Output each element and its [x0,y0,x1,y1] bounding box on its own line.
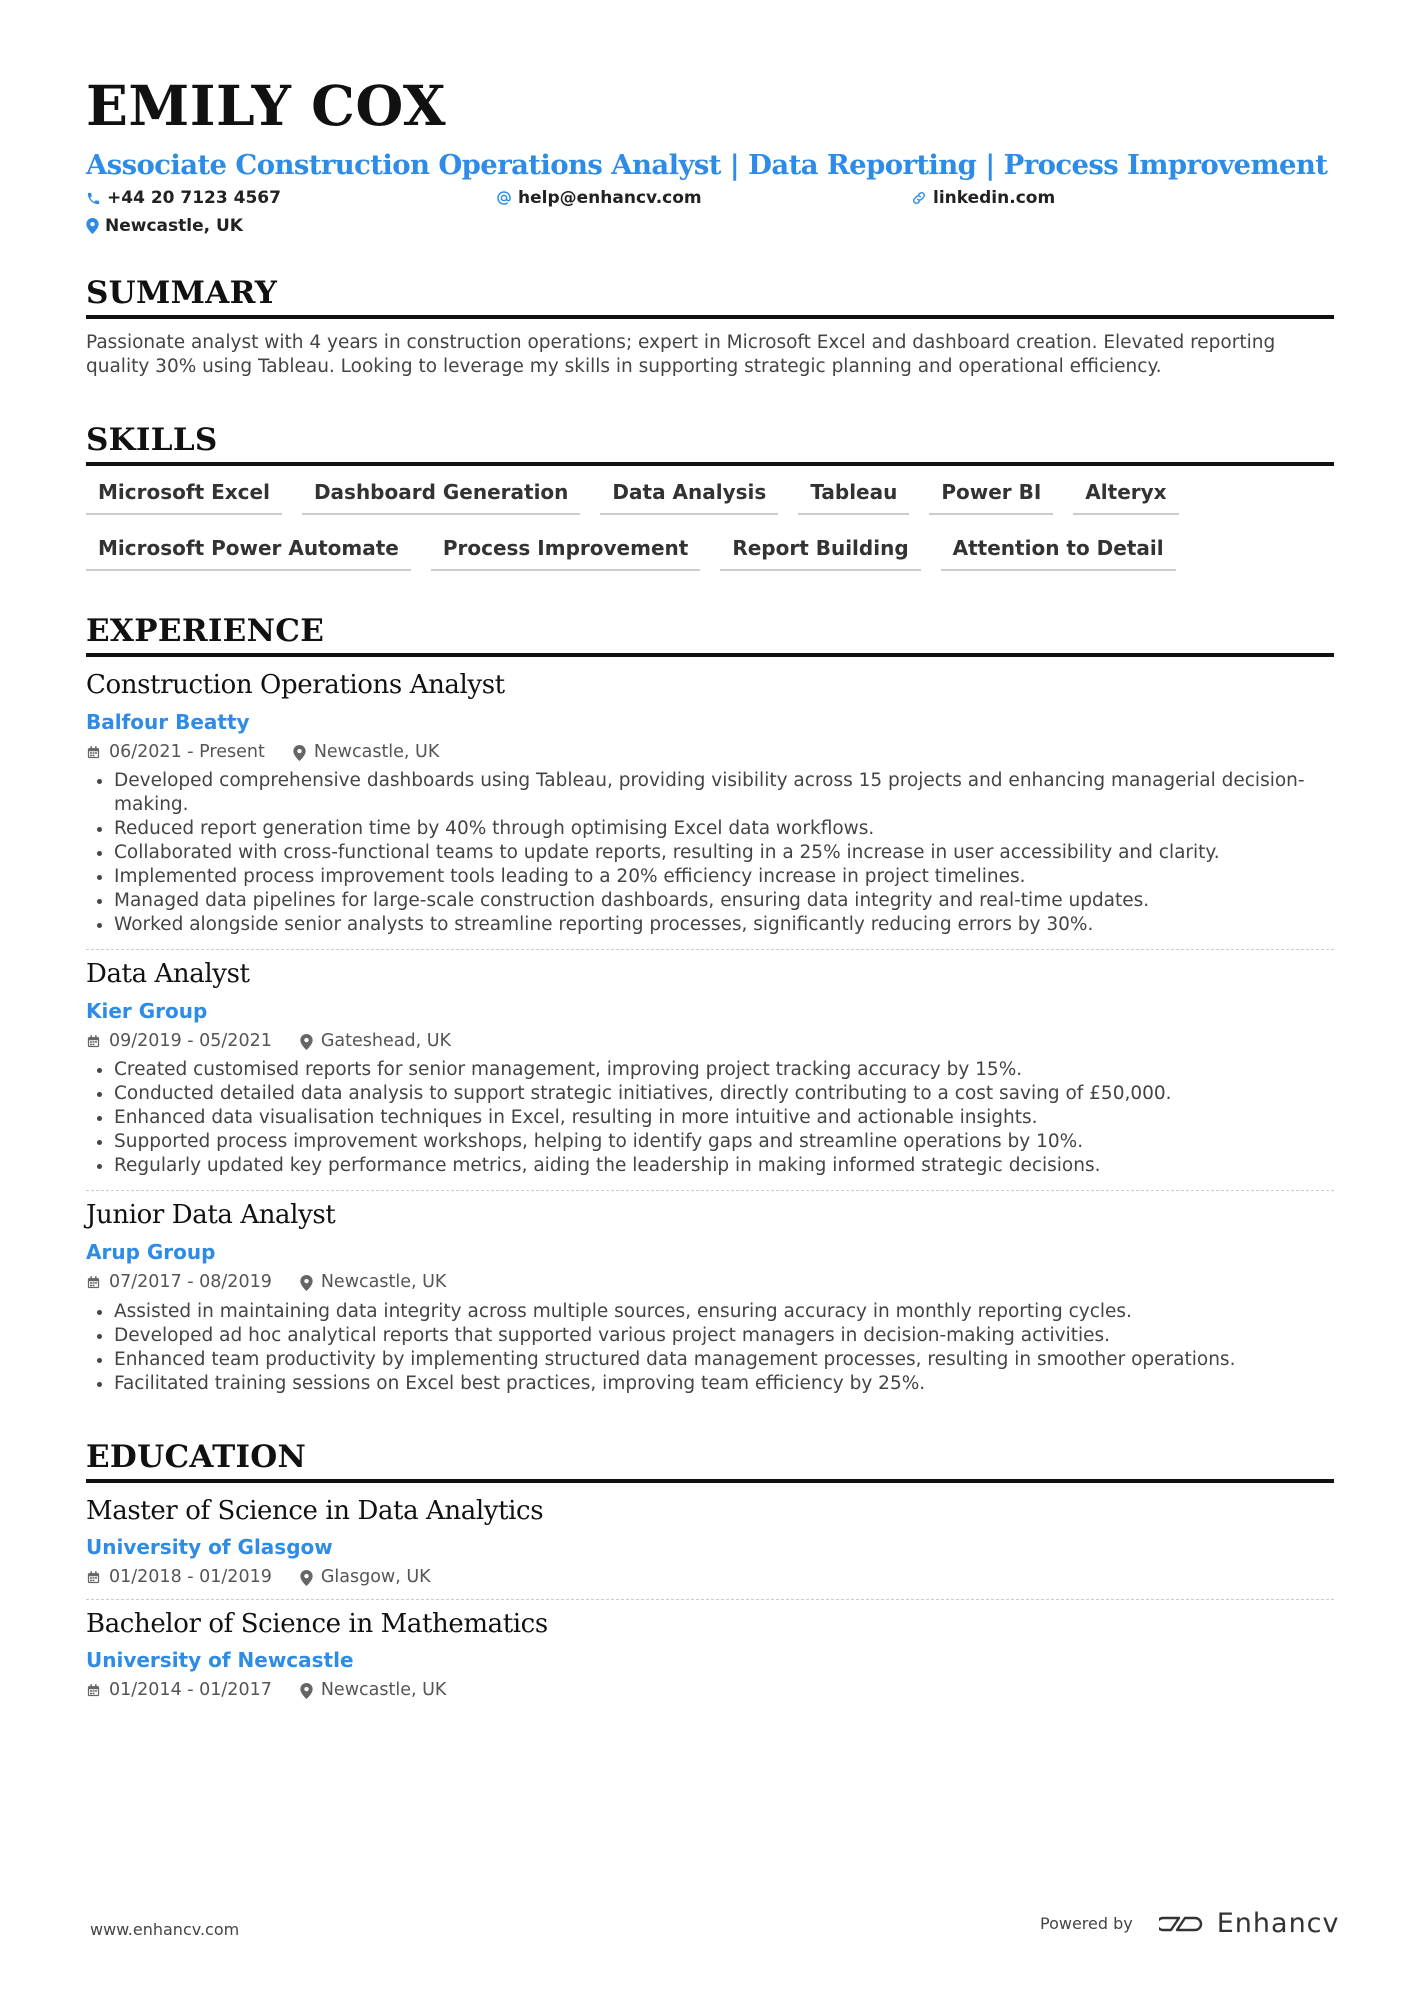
bullet-item: • Worked alongside senior analysts to streamline reporting processes, significantly reducing errors by 30%. [114,913,1334,937]
education-dates: 01/2014 - 01/2017 [109,1680,272,1701]
bullet-item: • Reduced report generation time by 40% through optimising Excel data workflows. [114,817,1334,841]
job-title: Construction Operations Analyst [86,670,505,701]
skill-tag: Power BI [929,480,1053,515]
calendar-icon [86,1683,101,1698]
skill-tag: Process Improvement [431,536,700,571]
phone-text: +44 20 7123 4567 [107,188,281,209]
skill-tag: Microsoft Power Automate [86,536,411,571]
linkedin-text[interactable]: linkedin.com [933,188,1056,209]
bullet-item: • Managed data pipelines for large-scale construction dashboards, ensuring data integrity and real-time updates. [114,889,1334,913]
education-section [86,1438,1334,1701]
candidate-name: EMILY COX [86,73,446,138]
summary-title: SUMMARY [86,278,1334,319]
powered-by-text: Powered by [1040,1914,1133,1933]
resume-page [86,72,1334,1700]
bullet-item: • Developed ad hoc analytical reports that supported various project managers in decision-making activities. [114,1324,1334,1348]
summary-text: Passionate analyst with 4 years in construction operations; expert in Microsoft Excel and dashboard creation. Elevated reporting quality 30% using Tableau. Looking to leverage my skills in supporting strategic planning and operational efficiency. [86,332,1276,378]
location-text: Newcastle, UK [105,216,243,237]
skill-tag: Microsoft Excel [86,480,282,515]
bullet-item: • Assisted in maintaining data integrity across multiple sources, ensuring accuracy in monthly reporting cycles. [114,1300,1334,1324]
education-entry [86,1497,1334,1587]
education-meta [86,1569,1334,1587]
skill-tag: Alteryx [1073,480,1178,515]
link-icon [911,190,927,206]
job-location: Gateshead, UK [320,1030,451,1051]
job-entry [86,960,1334,1178]
education-dates: 01/2018 - 01/2019 [109,1567,272,1588]
job-dates: 07/2017 - 08/2019 [109,1272,272,1293]
education-entry [86,1610,1334,1700]
skill-tag: Dashboard Generation [302,480,580,515]
job-entry [86,671,1334,937]
bullet-item: • Facilitated training sessions on Excel best practices, improving team efficiency by 25%. [114,1372,1334,1396]
bullet-item: • Implemented process improvement tools leading to a 20% efficiency increase in project timelines. [114,865,1334,889]
summary-section [86,275,1334,379]
phone-icon [86,191,101,206]
company-name: Arup Group [86,1240,216,1265]
company-name: Balfour Beatty [86,709,250,734]
calendar-icon [86,745,101,760]
job-meta [86,741,1334,762]
job-location: Newcastle, UK [320,1272,447,1293]
location-pin-icon [300,1683,313,1699]
location-pin-icon [300,1570,313,1586]
contact-row [86,188,1334,208]
degree-title: Bachelor of Science in Mathematics [86,1608,548,1639]
linkedin-contact[interactable] [911,188,1055,208]
experience-title: EXPERIENCE [86,616,1334,657]
degree-title: Master of Science in Data Analytics [86,1495,544,1526]
job-meta [86,1274,1334,1292]
education-title: EDUCATION [86,1442,1334,1483]
entry-divider [86,1190,1334,1191]
calendar-icon [86,1034,101,1049]
bullet-item: • Collaborated with cross-functional teams to update reports, resulting in a 25% increase in user accessibility and clarity. [114,841,1334,865]
job-dates: 06/2021 - Present [109,741,265,762]
skill-tag: Tableau [798,480,909,515]
job-dates: 09/2019 - 05/2021 [109,1030,272,1051]
bullet-item: • Conducted detailed data analysis to support strategic initiatives, directly contributing to a cost saving of £50,000. [114,1082,1334,1106]
headline: Associate Construction Operations Analyst | Data Reporting | Process Improvement [86,149,1328,181]
experience-section [86,613,1334,1395]
location-pin-icon [86,218,99,234]
bullet-item: • Supported process improvement workshops, helping to identify gaps and streamline operations by 10%. [114,1130,1334,1154]
bullet-item: • Regularly updated key performance metrics, aiding the leadership in making informed strategic decisions. [114,1154,1334,1178]
email-contact[interactable] [496,188,911,208]
bullet-item: • Created customised reports for senior management, improving project tracking accuracy by 15%. [114,1058,1334,1082]
education-location: Newcastle, UK [320,1680,447,1701]
school-name: University of Glasgow [86,1535,333,1560]
job-title: Data Analyst [86,959,250,990]
entry-divider [86,1599,1334,1600]
company-name: Kier Group [86,998,208,1023]
email-text[interactable]: help@enhancv.com [518,188,702,209]
location-pin-icon [293,745,306,761]
bullet-item: • Enhanced data visualisation techniques in Excel, resulting in more intuitive and actionable insights. [114,1106,1334,1130]
job-entry [86,1201,1334,1395]
job-bullets [86,1058,1334,1178]
calendar-icon [86,1275,101,1290]
education-location: Glasgow, UK [320,1567,431,1588]
at-icon [496,190,512,206]
skills-section [86,422,1334,592]
job-title: Junior Data Analyst [86,1200,336,1231]
location-pin-icon [300,1034,313,1050]
bullet-item: • Enhanced team productivity by implementing structured data management processes, resulting in smoother operations. [114,1348,1334,1372]
skills-list [86,480,1334,592]
location-pin-icon [300,1275,313,1291]
footer-website[interactable]: www.enhancv.com [90,1920,240,1939]
job-location: Newcastle, UK [313,741,440,762]
skills-title: SKILLS [86,425,1334,466]
school-name: University of Newcastle [86,1648,354,1673]
skill-tag: Report Building [720,536,920,571]
phone-contact [86,188,496,208]
footer-branding [1040,1908,1340,1939]
job-bullets [86,769,1334,937]
education-meta [86,1682,1334,1700]
bullet-item: • Developed comprehensive dashboards using Tableau, providing visibility across 15 projects and enhancing managerial decision-making. [114,769,1334,817]
job-meta [86,1030,1334,1051]
location-contact [86,216,1334,236]
calendar-icon [86,1570,101,1585]
skill-tag: Attention to Detail [941,536,1176,571]
skill-tag: Data Analysis [600,480,778,515]
enhancv-logo-icon [1159,1912,1207,1936]
brand-name: Enhancv [1216,1908,1340,1939]
entry-divider [86,949,1334,950]
job-bullets [86,1300,1334,1396]
